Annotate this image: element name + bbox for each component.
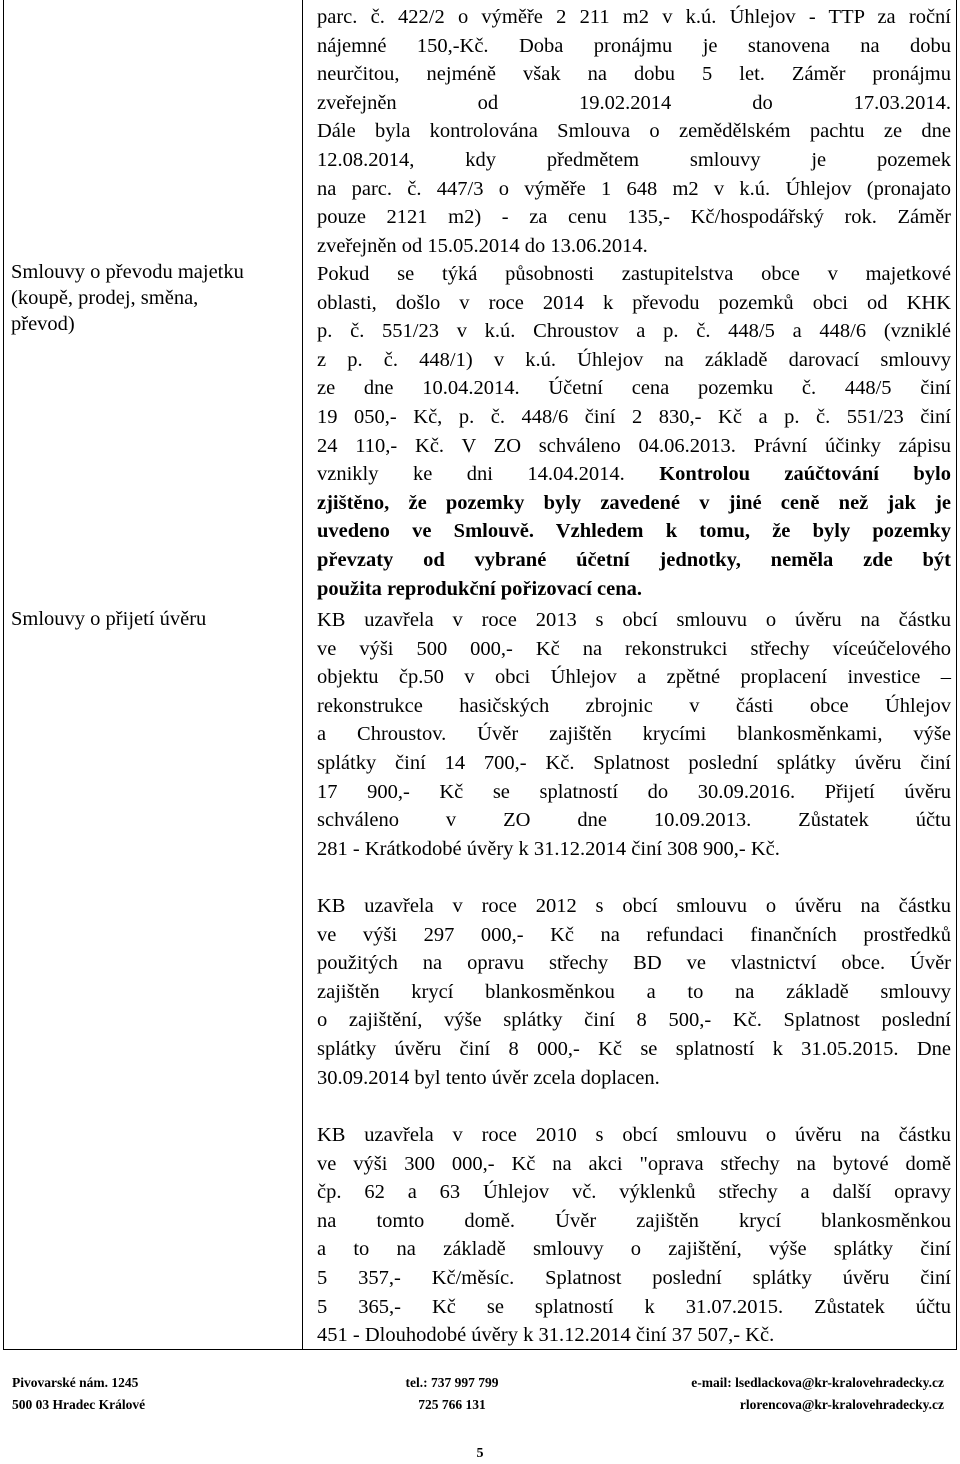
text-line xyxy=(317,146,951,175)
text-segment: použitých na opravu střechy BD ve vlastnictví obce. Úvěr xyxy=(317,952,951,975)
text-line xyxy=(317,749,951,778)
text-line xyxy=(317,260,951,289)
text-line xyxy=(317,720,951,749)
text-line xyxy=(317,778,951,807)
text-line xyxy=(317,1207,951,1236)
text-segment: 281 - Krátkodobé úvěry k 31.12.2014 činí 308 900,- Kč. xyxy=(317,837,780,860)
footer-phone xyxy=(400,1372,504,1416)
bold-text: Kontrolou zaúčtování bylo xyxy=(659,463,951,486)
bold-text: uvedeno ve Smlouvě. xyxy=(317,520,534,543)
paragraph xyxy=(317,260,951,603)
footer-address-line: 500 03 Hradec Králové xyxy=(12,1397,146,1412)
text-line xyxy=(317,606,951,635)
text-segment: rekonstrukce hasičských zbrojnic v části obce Úhlejov xyxy=(317,694,951,717)
page-number: 5 xyxy=(476,1446,484,1461)
text-segment: parc. č. 422/2 o výměře 2 211 m2 v k.ú. Úhlejov - TTP za roční xyxy=(317,6,951,28)
text-segment: splátky činí 14 700,- Kč. Splatnost poslední splátky úvěru činí xyxy=(317,751,951,774)
text-segment: zveřejněn od 15.05.2014 do 13.06.2014. xyxy=(317,234,648,257)
column-divider xyxy=(302,0,303,1350)
text-line xyxy=(317,663,951,692)
text-line xyxy=(317,546,951,575)
footer-email xyxy=(628,1372,944,1416)
text-line xyxy=(317,1064,951,1093)
label-line: Smlouvy o přijetí úvěru xyxy=(11,608,207,630)
text-line xyxy=(317,1235,951,1264)
text-line xyxy=(317,89,951,118)
text-line xyxy=(317,835,951,864)
text-line xyxy=(317,1178,951,1207)
text-line xyxy=(317,1150,951,1179)
text-line xyxy=(317,60,951,89)
paragraph xyxy=(317,606,951,863)
text-line xyxy=(317,1121,951,1150)
text-segment: o zajištění, výše splátky činí 8 500,- Kč. Splatnost poslední xyxy=(317,1009,951,1032)
text-line xyxy=(317,575,951,604)
footer-email-line: rlorencova@kr-kralovehradecky.cz xyxy=(739,1397,944,1412)
text-segment: na tomto domě. Úvěr zajištěn krycí blankosměnkou xyxy=(317,1209,951,1232)
text-line xyxy=(317,460,951,489)
bold-text: Vzhledem k tomu, že byly pozemky xyxy=(533,520,951,543)
paragraph xyxy=(317,1121,951,1350)
text-line xyxy=(317,374,951,403)
label-line: převod) xyxy=(11,313,75,335)
text-segment: KB uzavřela v roce 2010 s obcí smlouvu o úvěru na částku xyxy=(317,1124,951,1146)
text-line xyxy=(317,3,951,32)
text-line xyxy=(317,806,951,835)
text-segment: schváleno v ZO dne 10.09.2013. Zůstatek účtu xyxy=(317,809,951,832)
text-line xyxy=(317,921,951,950)
text-line xyxy=(317,1006,951,1035)
text-segment: ve výši 300 000,- Kč na akci "oprava střechy na bytové domě xyxy=(317,1152,951,1175)
text-segment: 451 - Dlouhodobé úvěry k 31.12.2014 činí 37 507,- Kč. xyxy=(317,1324,775,1347)
bold-text: použita reprodukční pořizovací cena. xyxy=(317,577,642,600)
text-segment: pouze 2121 m2) - za cenu 135,- Kč/hospodářský rok. Záměr xyxy=(317,206,951,229)
text-segment: na parc. č. 447/3 o výměře 1 648 m2 v k.ú. Úhlejov (pronajato xyxy=(317,177,951,200)
text-line xyxy=(317,232,951,261)
text-line xyxy=(317,346,951,375)
row-label-property-transfer xyxy=(11,259,296,337)
bold-text: zjištěno, že pozemky byly zavedené v jiné ceně než jak je xyxy=(317,491,951,514)
footer-address xyxy=(12,1372,145,1416)
text-line xyxy=(317,289,951,318)
text-segment: 12.08.2014, kdy předmětem smlouvy je pozemek xyxy=(317,148,951,171)
text-line xyxy=(317,32,951,61)
text-line xyxy=(317,1264,951,1293)
text-line xyxy=(317,1321,951,1350)
text-segment: zajištěn krycí blankosměnkou a to na základě smlouvy xyxy=(317,980,951,1003)
text-segment: ve výši 500 000,- Kč na rekonstrukci střechy víceúčelového xyxy=(317,637,951,660)
text-segment: zveřejněn od 19.02.2014 do 17.03.2014. xyxy=(317,91,951,114)
text-segment: 30.09.2014 byl tento úvěr zcela doplacen. xyxy=(317,1066,660,1089)
text-line xyxy=(317,1293,951,1322)
text-line xyxy=(317,403,951,432)
text-segment: KB uzavřela v roce 2013 s obcí smlouvu o úvěru na částku xyxy=(317,609,951,631)
text-segment: p. č. 551/23 v k.ú. Chroustov a p. č. 448/5 a 448/6 (vzniklé xyxy=(317,320,951,343)
row-label-loans xyxy=(11,606,296,632)
text-line xyxy=(317,978,951,1007)
text-segment: ze dne 10.04.2014. Účetní cena pozemku č. 448/5 činí xyxy=(317,377,951,400)
text-segment: a to na základě smlouvy o zajištění, výše splátky činí xyxy=(317,1238,951,1261)
label-line: Smlouvy o převodu majetku xyxy=(11,261,244,283)
text-segment: Dále byla kontrolována Smlouva o zemědělském pachtu ze dne xyxy=(317,120,951,143)
text-segment: 17 900,- Kč se splatností do 30.09.2016. Přijetí úvěru xyxy=(317,780,951,803)
text-segment: objektu čp.50 v obci Úhlejov a zpětné proplacení investice – xyxy=(317,666,951,689)
text-line xyxy=(317,949,951,978)
text-line xyxy=(317,635,951,664)
text-line xyxy=(317,517,951,546)
text-segment: KB uzavřela v roce 2012 s obcí smlouvu o úvěru na částku xyxy=(317,895,951,917)
label-line: (koupě, prodej, směna, xyxy=(11,287,199,309)
text-line xyxy=(317,1035,951,1064)
footer-phone-line: 725 766 131 xyxy=(418,1397,486,1412)
text-segment: a Chroustov. Úvěr zajištěn krycími blankosměnkami, výše xyxy=(317,723,951,746)
text-segment: z p. č. 448/1) v k.ú. Úhlejov na základě darovací smlouvy xyxy=(317,348,951,371)
text-segment: oblasti, došlo v roce 2014 k převodu pozemků obci od KHK xyxy=(317,291,951,314)
footer-phone-line: tel.: 737 997 799 xyxy=(405,1375,499,1390)
text-line xyxy=(317,175,951,204)
text-segment: vznikly ke dni 14.04.2014. xyxy=(317,463,660,486)
bold-text: převzaty od vybrané účetní jednotky, neměla zde být xyxy=(317,548,951,571)
text-line xyxy=(317,892,951,921)
text-segment: neurčitou, nejméně však na dobu 5 let. Záměr pronájmu xyxy=(317,63,951,86)
text-line xyxy=(317,317,951,346)
footer-email-line: e-mail: lsedlackova@kr-kralovehradecky.cz xyxy=(691,1375,944,1390)
paragraph xyxy=(317,3,951,260)
text-segment: 5 365,- Kč se splatností k 31.07.2015. Zůstatek účtu xyxy=(317,1295,951,1318)
text-segment: Pokud se týká působnosti zastupitelstva obce v majetkové xyxy=(317,263,951,285)
text-segment: nájemné 150,-Kč. Doba pronájmu je stanovena na dobu xyxy=(317,34,951,57)
footer-address-line: Pivovarské nám. 1245 xyxy=(12,1375,139,1390)
text-line xyxy=(317,692,951,721)
text-segment: 19 050,- Kč, p. č. 448/6 činí 2 830,- Kč a p. č. 551/23 činí xyxy=(317,405,951,428)
text-line xyxy=(317,203,951,232)
text-line xyxy=(317,117,951,146)
paragraph xyxy=(317,892,951,1092)
text-segment: čp. 62 a 63 Úhlejov vč. výklenků střechy a další opravy xyxy=(317,1181,951,1204)
text-segment: ve výši 297 000,- Kč na refundaci finančních prostředků xyxy=(317,923,951,946)
text-line xyxy=(317,489,951,518)
text-segment: splátky úvěru činí 8 000,- Kč se splatností k 31.05.2015. Dne xyxy=(317,1037,951,1060)
text-segment: 5 357,- Kč/měsíc. Splatnost poslední splátky úvěru činí xyxy=(317,1266,951,1289)
text-segment: 24 110,- Kč. V ZO schváleno 04.06.2013. Právní účinky zápisu xyxy=(317,434,951,457)
text-line xyxy=(317,432,951,461)
